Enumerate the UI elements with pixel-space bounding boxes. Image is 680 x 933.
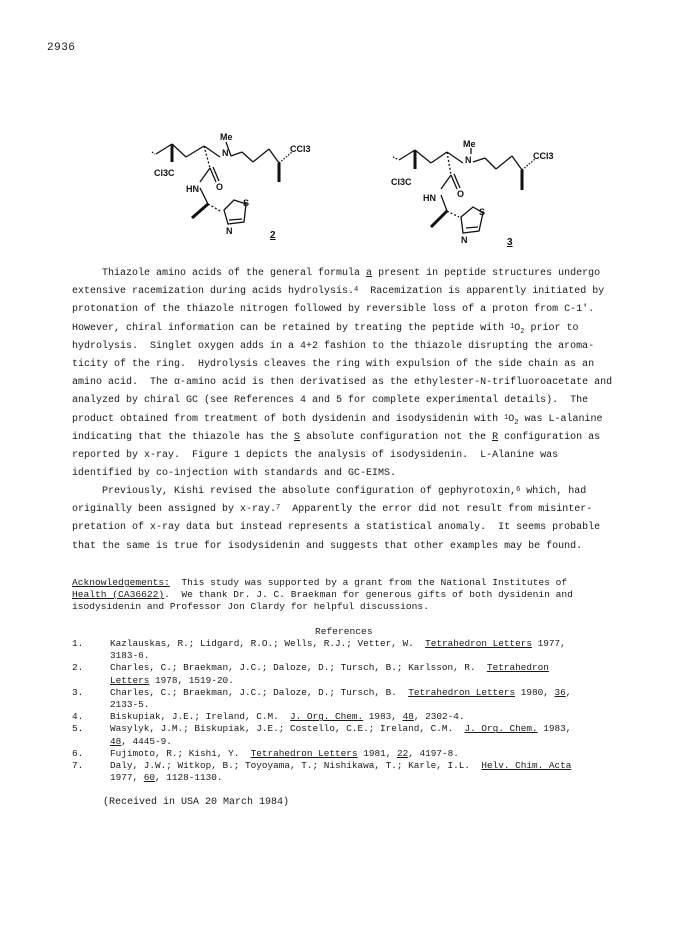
reference-item <box>72 711 612 723</box>
reference-number: 1. <box>72 638 84 649</box>
carbonyl-oxygen-label: O <box>457 189 465 199</box>
reference-item <box>72 687 612 711</box>
ccl3-label: CCl3 <box>533 151 554 161</box>
cl3c-label: Cl3C <box>154 168 175 178</box>
thiazole-nitrogen-label: N <box>461 235 468 245</box>
cl3c-label: Cl3C <box>391 177 412 187</box>
text-line: Health (CA36622). We thank Dr. J. C. Braekman for generous gifts of both dysidenin and <box>72 589 573 600</box>
text-line: hydrolysis. Singlet oxygen adds in a 4+2 fashion to the thiazole disrupting the aroma- <box>72 340 595 352</box>
methyl-label: Me <box>220 132 233 142</box>
nitrogen-label: N <box>465 155 472 165</box>
reference-number: 2. <box>72 662 84 674</box>
text-line: 1977, 60, 1128-1130. <box>110 772 223 784</box>
compound-label-3: 3 <box>507 237 513 248</box>
text-line: 48, 4445-9. <box>110 735 172 747</box>
text-line: identified by co-injection with standards and GC-EIMS. <box>72 468 397 480</box>
text-line: amino acid. The α-amino acid is then derivatised as the ethylester-N-trifluoroacetate and <box>72 377 613 389</box>
text-line: Acknowledgements: This study was supported by a grant from the National Institutes of <box>72 577 568 588</box>
compound-label-2: 2 <box>270 230 276 241</box>
acknowledgements <box>72 577 612 613</box>
reference-number: 6. <box>72 747 84 759</box>
text-line: Thiazole amino acids of the general formula a present in peptide structures undergo <box>102 268 601 279</box>
text-line: Wasylyk, J.M.; Biskupiak, J.E.; Costello, C.E.; Ireland, C.M. J. Org. Chem. 1983, <box>110 723 572 735</box>
body-paragraph-1 <box>72 265 620 483</box>
reference-text <box>110 748 459 760</box>
text-line: Previously, Kishi revised the absolute configuration of gephyrotoxin,$^6$ which, had <box>102 486 587 497</box>
text-line: ticity of the ring. Hydrolysis cleaves the ring with expulsion of the side chain as an <box>72 358 595 370</box>
ccl3-label: CCl3 <box>290 144 311 154</box>
structure-2 <box>140 130 320 245</box>
text-line: Kazlauskas, R.; Lidgard, R.O.; Wells, R.J.; Vetter, W. Tetrahedron Letters 1977, <box>110 638 566 649</box>
text-line: Fujimoto, R.; Kishi, Y. Tetrahedron Letters 1981, 22, 4197-8. <box>110 747 459 759</box>
reference-text <box>110 687 571 711</box>
methyl-label: Me <box>463 139 476 149</box>
thiazole-nitrogen-label: N <box>226 226 233 236</box>
body-paragraph-2 <box>72 483 620 556</box>
carbonyl-oxygen-label: O <box>216 182 224 192</box>
text-line: However, chiral information can be retained by treating the peptide with $^1O_2$ prior to <box>72 322 579 336</box>
text-line: 3183-6. <box>110 650 150 662</box>
text-line: analyzed by chiral GC (see References 4 and 5 for complete experimental details). The <box>72 395 589 407</box>
reference-item <box>72 638 612 662</box>
page-number: 2936 <box>47 42 76 54</box>
reference-number: 5. <box>72 723 84 735</box>
text-line: product obtained from treatment of both dysidenin and isodysidenin with $^1O_2$ was L-alanine <box>72 413 603 427</box>
reference-number: 3. <box>72 686 84 698</box>
text-line: indicating that the thiazole has the S absolute configuration not the R configuration as <box>72 431 601 443</box>
received-date: (Received in USA 20 March 1984) <box>103 797 290 808</box>
text-line: originally been assigned by x-ray.$^7$ Apparently the error did not result from misinter- <box>72 504 593 516</box>
text-line: Charles, C.; Braekman, J.C.; Daloze, D.; Tursch, B. Tetrahedron Letters 1980, 36, <box>110 686 572 698</box>
structure-3 <box>385 135 570 250</box>
text-line: that the same is true for isodysidenin and suggests that other examples may be found. <box>72 540 583 552</box>
reference-text <box>110 711 464 723</box>
text-line: Charles, C.; Braekman, J.C.; Daloze, D.; Tursch, B.; Karlsson, R. Tetrahedron <box>110 662 549 674</box>
reference-text <box>110 662 549 686</box>
text-line: pretation of x-ray data but instead represents a statistical anomaly. It seems probable <box>72 522 601 534</box>
reference-text <box>110 723 571 747</box>
nitrogen-label: N <box>222 148 229 158</box>
reference-number: 4. <box>72 711 84 723</box>
text-line: protonation of the thiazole nitrogen followed by reversible loss of a proton from C-1'. <box>72 304 595 316</box>
reference-item <box>72 662 612 686</box>
reference-text <box>110 638 566 662</box>
text-line: 2133-5. <box>110 699 150 711</box>
text-line: Biskupiak, J.E.; Ireland, C.M. J. Org. Chem. 1983, 48, 2302-4. <box>110 711 465 723</box>
hn-label: HN <box>186 184 199 194</box>
sulfur-label: S <box>479 207 486 217</box>
hn-label: HN <box>423 193 436 203</box>
reference-text <box>110 760 571 784</box>
text-line: Letters 1978, 1519-20. <box>110 674 234 686</box>
text-line: Daly, J.W.; Witkop, B.; Toyoyama, T.; Nishikawa, T.; Karle, I.L. Helv. Chim. Acta <box>110 760 572 772</box>
references-list <box>72 638 612 784</box>
references-heading: References <box>315 626 373 637</box>
reference-item <box>72 748 612 760</box>
reference-number: 7. <box>72 760 84 772</box>
text-line: isodysidenin and Professor Jon Clardy for helpful discussions. <box>72 601 429 612</box>
reference-item <box>72 723 612 747</box>
text-line: extensive racemization during acids hydrolysis.$^4$ Racemization is apparently initiated by <box>72 286 605 298</box>
sulfur-label: S <box>243 198 250 208</box>
reference-item <box>72 760 612 784</box>
text-line: reported by x-ray. Figure 1 depicts the analysis of isodysidenin. L-Alanine was <box>72 449 559 461</box>
